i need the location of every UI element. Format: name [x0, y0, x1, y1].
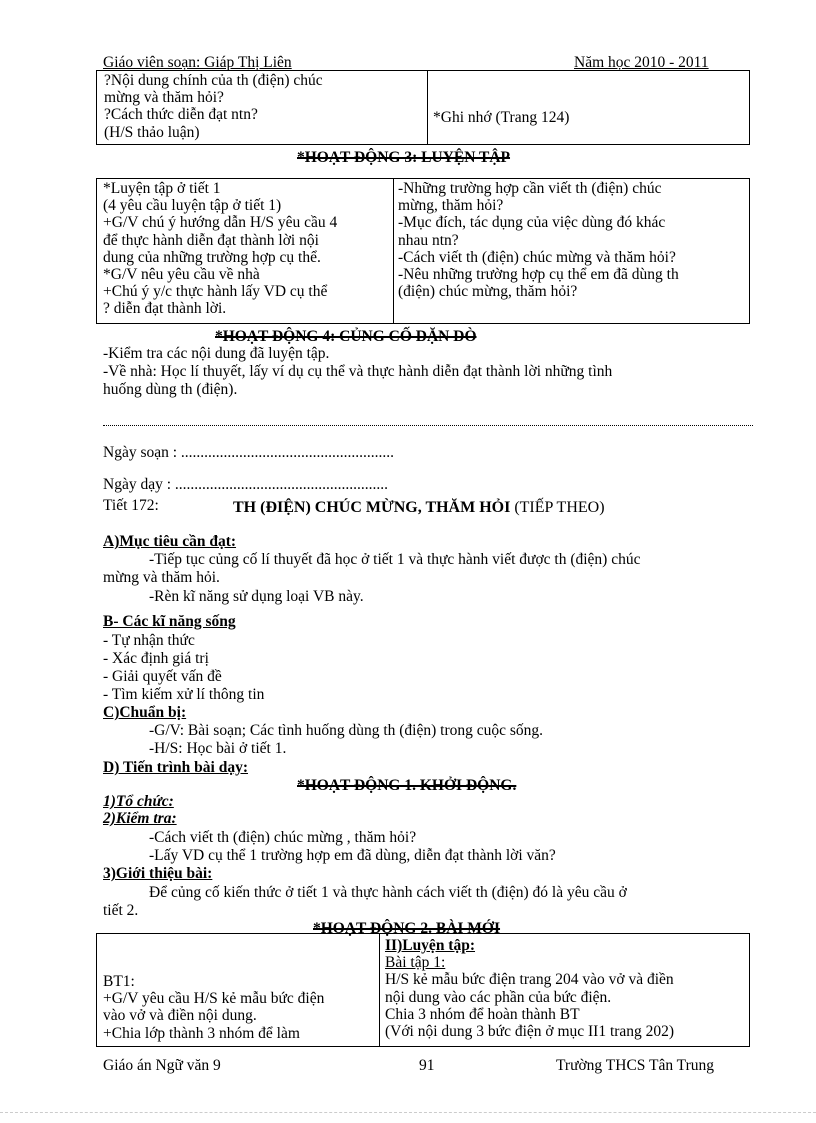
separator-line	[103, 425, 753, 426]
table-2-right-line: nhau ntn?	[398, 231, 459, 249]
footer-left: Giáo án Ngữ văn 9	[103, 1057, 221, 1074]
table-3-left-cell	[103, 973, 377, 1042]
gioi-thieu-line: Để củng cố kiến thức ở tiết 1 và thực hành cách viết th (điện) đó là yêu cầu ở	[149, 884, 627, 901]
table-3-left-line: vào vở và điền nội dung.	[103, 1007, 257, 1025]
hd4-title: *HOẠT ĐỘNG 4: CỦNG CỐ DẶN DÒ	[215, 328, 477, 345]
kiem-tra: 2)Kiểm tra:	[103, 810, 177, 827]
hd4-line: -Kiểm tra các nội dung đã luyện tập.	[103, 345, 330, 362]
table-3-left-line: +Chia lớp thành 3 nhóm để làm	[103, 1024, 300, 1042]
section-a-line: mừng và thăm hỏi.	[103, 569, 220, 586]
hd1-title: *HOẠT ĐỘNG 1. KHỞI ĐỘNG.	[297, 777, 517, 794]
hd4-line: huống dùng th (điện).	[103, 381, 238, 398]
table-2-right-line: (điện) chúc mừng, thăm hỏi?	[398, 283, 578, 301]
table-1-left-line: mừng và thăm hỏi?	[104, 89, 224, 107]
section-b-item: - Xác định giá trị	[103, 650, 209, 667]
section-b-item: - Giải quyết vấn đề	[103, 668, 222, 685]
table-3-left-line: +G/V yêu cầu H/S kẻ mẫu bức điện	[103, 990, 325, 1008]
page-edge	[0, 1112, 816, 1113]
to-chuc: 1)Tổ chức:	[103, 793, 174, 810]
table-1-left-line: ?Cách thức diễn đạt ntn?	[104, 106, 258, 124]
tiet-label: Tiết 172:	[103, 497, 159, 514]
section-a-line: -Rèn kĩ năng sử dụng loại VB này.	[149, 588, 364, 605]
table-2-left-line: +G/V chú ý hướng dẫn H/S yêu cầu 4	[103, 214, 338, 232]
section-b-item: - Tìm kiếm xử lí thông tin	[103, 686, 265, 703]
section-a-title: A)Mục tiêu cần đạt:	[103, 533, 237, 550]
table-1-divider	[427, 70, 428, 145]
table-2-left-cell	[103, 180, 391, 318]
section-c-title: C)Chuẩn bị:	[103, 704, 187, 721]
table-2-left-line: *G/V nêu yêu cầu về nhà	[103, 265, 260, 283]
table-2-left-line: ? diễn đạt thành lời.	[103, 300, 227, 318]
table-3-right-line: Chia 3 nhóm để hoàn thành BT	[385, 1005, 580, 1023]
gioi-thieu: 3)Giới thiệu bài:	[103, 865, 213, 882]
table-2-divider	[393, 178, 394, 324]
section-d-title: D) Tiến trình bài dạy:	[103, 759, 248, 776]
table-2-right-line: mừng, thăm hỏi?	[398, 197, 504, 215]
table-2-left-line: dung của những trường hợp cụ thể.	[103, 248, 321, 266]
table-2-left-line: để thực hành diễn đạt thành lời nội	[103, 231, 319, 249]
header-teacher: Giáo viên soạn: Giáp Thị Liên	[103, 54, 292, 71]
kiem-tra-line: -Lấy VD cụ thể 1 trường hợp em đã dùng, diễn đạt thành lời văn?	[149, 847, 556, 864]
section-a-line: -Tiếp tục củng cố lí thuyết đã học ở tiết 1 và thực hành viết được th (điện) chúc	[149, 551, 641, 568]
table-1-right-cell: *Ghi nhớ (Trang 124)	[433, 109, 570, 126]
table-2-right-line: -Những trường hợp cần viết th (điện) chúc	[398, 180, 662, 197]
hd2-title: *HOẠT ĐỘNG 2. BÀI MỚI	[313, 920, 501, 937]
footer-right: Trường THCS Tân Trung	[556, 1057, 715, 1074]
hd4-line: -Về nhà: Học lí thuyết, lấy ví dụ cụ thể và thực hành diễn đạt thành lời những tình	[103, 363, 613, 380]
table-2-right-line: -Cách viết th (điện) chúc mừng và thăm hỏi?	[398, 248, 676, 266]
table-3-divider	[379, 933, 380, 1047]
lesson-title	[233, 499, 605, 516]
footer-page-number: 91	[419, 1057, 435, 1074]
kiem-tra-line: -Cách viết th (điện) chúc mừng , thăm hỏi?	[149, 829, 417, 846]
table-1-left-line: ?Nội dung chính của th (điện) chúc	[104, 72, 323, 89]
table-2-right-line: -Nêu những trường hợp cụ thể em đã dùng th	[398, 265, 679, 283]
header-year: Năm học 2010 - 2011	[574, 54, 709, 71]
table-2-left-line: *Luyện tập ở tiết 1	[103, 180, 221, 197]
table-3-right-subtitle: Bài tập 1:	[385, 954, 446, 972]
table-3-right-cell	[385, 937, 747, 1040]
table-1-left-cell	[104, 72, 424, 141]
table-3-right-title: II)Luyện tập:	[385, 937, 476, 954]
table-2-left-line: (4 yêu cầu luyện tập ở tiết 1)	[103, 197, 282, 215]
table-1-left-line: (H/S thảo luận)	[104, 123, 200, 141]
lesson-title-sub: (TIẾP THEO)	[514, 499, 605, 516]
section-b-item: - Tự nhận thức	[103, 632, 195, 649]
table-2-left-line: +Chú ý y/c thực hành lấy VD cụ thể	[103, 283, 328, 301]
gioi-thieu-line: tiết 2.	[103, 902, 139, 919]
table-2-right-line: -Mục đích, tác dụng của việc dùng đó khác	[398, 214, 666, 232]
table-3-right-line: H/S kẻ mẫu bức điện trang 204 vào vở và điền	[385, 971, 674, 989]
lesson-title-main: TH (ĐIỆN) CHÚC MỪNG, THĂM HỎI	[233, 499, 511, 516]
table-3-right-line: nội dung vào các phần của bức điện.	[385, 988, 612, 1006]
section-b-title: B- Các kĩ năng sống	[103, 613, 236, 630]
ngay-day: Ngày dạy : .......................................................	[103, 476, 389, 493]
ngay-soan: Ngày soạn : .......................................................	[103, 444, 395, 461]
table-3-right-line: (Với nội dung 3 bức điện ở mục II1 trang 202)	[385, 1022, 675, 1040]
table-3-left-line: BT1:	[103, 973, 135, 990]
section-c-line: -G/V: Bài soạn; Các tình huống dùng th (điện) trong cuộc sống.	[149, 722, 544, 739]
table-2-right-cell	[398, 180, 748, 300]
hd3-title: *HOẠT ĐỘNG 3: LUYỆN TẬP	[297, 149, 511, 166]
section-c-line: -H/S: Học bài ở tiết 1.	[149, 740, 287, 757]
